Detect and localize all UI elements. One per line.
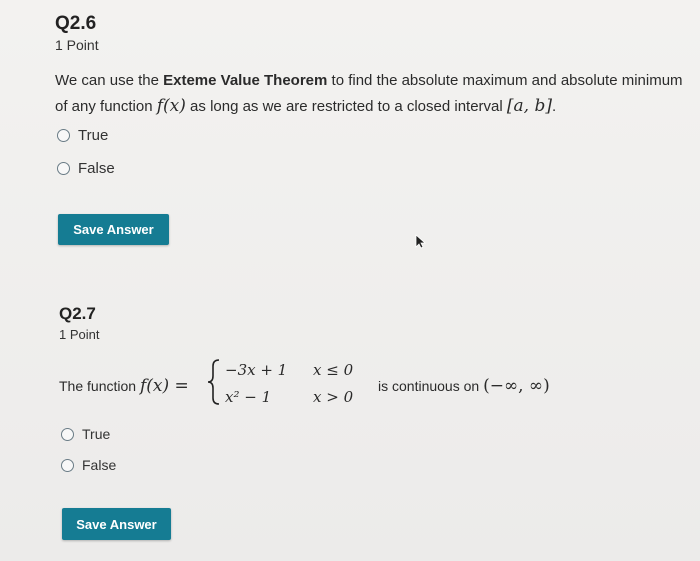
- left-brace-icon: [207, 358, 221, 406]
- function-math: f(x) =: [139, 376, 189, 396]
- option-true[interactable]: [61, 426, 110, 442]
- function-math: f(x): [156, 96, 186, 116]
- option-false[interactable]: [61, 457, 116, 473]
- prompt-text: .: [551, 98, 557, 115]
- radio-button[interactable]: [61, 428, 74, 441]
- interval-math: (−∞, ∞): [483, 376, 550, 396]
- question-prompt-line1: [55, 72, 683, 89]
- question-prompt-continuation: [378, 376, 550, 396]
- interval-math: [a, b]: [506, 96, 552, 116]
- prompt-text: is continuous on: [378, 378, 484, 394]
- question-prompt: [59, 376, 189, 396]
- prompt-text: to find the absolute maximum and absolute minimum: [327, 72, 683, 89]
- case1-condition: x ≤ 0: [313, 361, 354, 379]
- prompt-text: of any function: [55, 98, 157, 115]
- radio-button[interactable]: [61, 459, 74, 472]
- option-true[interactable]: [57, 127, 108, 144]
- prompt-bold-term: Exteme Value Theorem: [163, 72, 328, 89]
- option-label: False: [82, 457, 117, 473]
- save-answer-button[interactable]: Save Answer: [62, 508, 171, 540]
- question-points: 1 Point: [59, 327, 100, 342]
- question-prompt-line2: [55, 96, 556, 116]
- option-label: True: [78, 127, 109, 144]
- save-answer-button[interactable]: Save Answer: [58, 214, 169, 245]
- case1-expression: −3x + 1: [225, 361, 288, 379]
- question-title: Q2.6: [55, 13, 97, 34]
- case2-expression: x² − 1: [225, 388, 272, 406]
- radio-button[interactable]: [57, 129, 70, 142]
- case2-condition: x > 0: [313, 388, 354, 406]
- question-points: 1 Point: [55, 37, 99, 53]
- option-label: False: [78, 160, 115, 177]
- option-label: True: [82, 426, 111, 442]
- prompt-text: The function: [59, 378, 140, 394]
- question-title: Q2.7: [59, 304, 96, 323]
- option-false[interactable]: [57, 160, 115, 177]
- arrow-cursor-icon: [414, 234, 428, 250]
- radio-button[interactable]: [57, 162, 70, 175]
- prompt-text: as long as we are restricted to a closed interval: [185, 98, 507, 115]
- prompt-text: We can use the: [55, 72, 164, 89]
